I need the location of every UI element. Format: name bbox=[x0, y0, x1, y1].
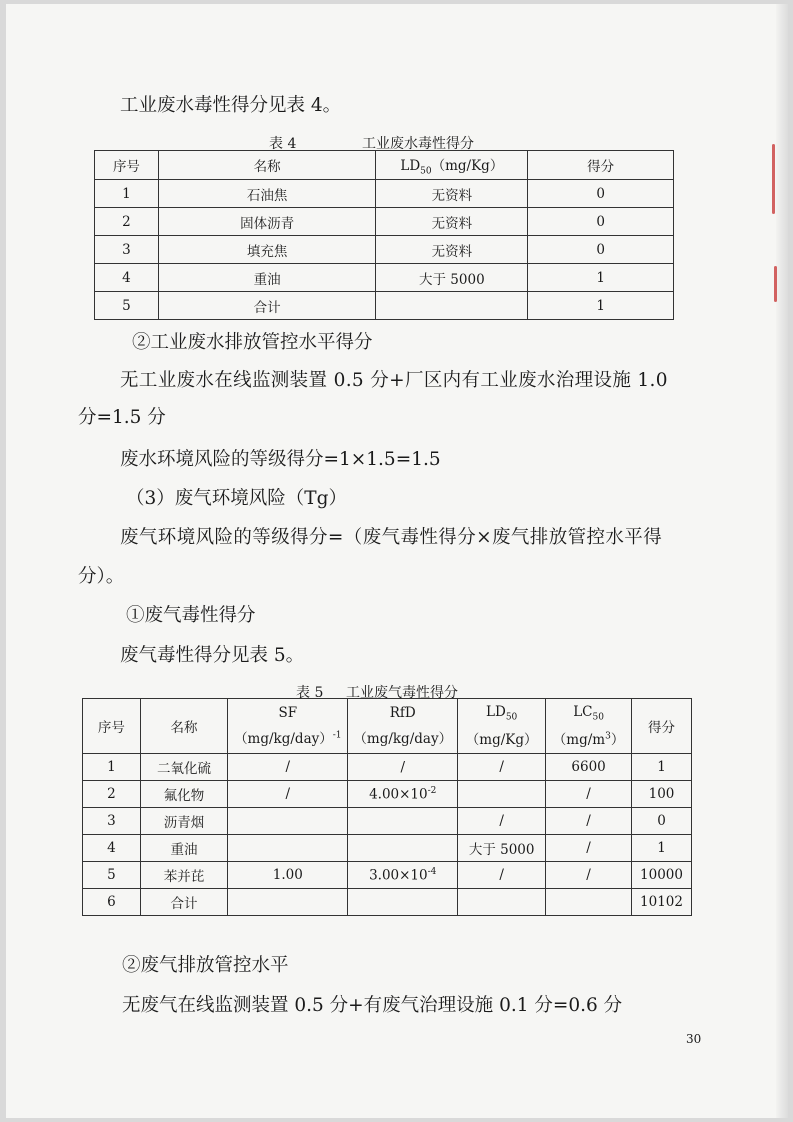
sf-unit-line bbox=[228, 727, 347, 747]
cell-sf: / bbox=[228, 781, 348, 808]
cell-score: 1 bbox=[528, 292, 674, 320]
cell-lc50 bbox=[546, 889, 632, 916]
cell-rfd bbox=[348, 835, 458, 862]
cell-ld50: 无资料 bbox=[376, 180, 528, 208]
cell-name: 填充焦 bbox=[158, 236, 376, 264]
paragraph-line: 无废气在线监测装置 0.5 分+有废气治理设施 0.1 分=0.6 分 bbox=[122, 995, 623, 1016]
paragraph-line: 废气环境风险的等级得分=（废气毒性得分×废气排放管控水平得 bbox=[120, 527, 663, 548]
cell-name: 二氧化硫 bbox=[140, 754, 228, 781]
rfd-label: RfD bbox=[389, 705, 416, 721]
rfd-exponent: -4 bbox=[427, 866, 437, 877]
cell-lc50: / bbox=[546, 781, 632, 808]
cell-sf bbox=[228, 835, 348, 862]
lc-unit-a: （mg/m bbox=[552, 732, 606, 749]
ld-label: LD bbox=[486, 703, 506, 720]
cell-lc50: / bbox=[546, 808, 632, 835]
ld50-label-line bbox=[458, 704, 545, 723]
cell-seq: 5 bbox=[95, 292, 159, 320]
cell-seq: 1 bbox=[95, 180, 159, 208]
table5-header-name: 名称 bbox=[140, 699, 228, 754]
table-row bbox=[95, 208, 674, 236]
cell-name: 石油焦 bbox=[158, 180, 376, 208]
cell-sf: / bbox=[228, 754, 348, 781]
lc-subscript: 50 bbox=[592, 712, 604, 723]
table-row bbox=[83, 889, 692, 916]
cell-name: 氟化物 bbox=[140, 781, 228, 808]
cell-sf: 1.00 bbox=[228, 862, 348, 889]
table5-header-sf bbox=[228, 699, 348, 754]
table-row bbox=[83, 781, 692, 808]
table4-caption-title: 工业废水毒性得分 bbox=[362, 136, 474, 152]
table5-header-lc50 bbox=[546, 699, 632, 754]
red-margin-mark bbox=[772, 144, 775, 214]
ld-subscript: 50 bbox=[505, 712, 518, 723]
cell-score: 10000 bbox=[632, 862, 692, 889]
cell-ld50: 大于 5000 bbox=[376, 264, 528, 292]
cell-ld50: 大于 5000 bbox=[458, 835, 546, 862]
cell-score: 0 bbox=[632, 808, 692, 835]
rfd-unit: （mg/kg/day） bbox=[353, 731, 453, 747]
intro-line: 工业废水毒性得分见表 4。 bbox=[120, 95, 342, 116]
table4-header-name: 名称 bbox=[158, 151, 376, 180]
table5-caption-number: 表 5 bbox=[296, 685, 324, 701]
sf-unit: （mg/kg/day） bbox=[234, 731, 333, 747]
cell-sf bbox=[228, 889, 348, 916]
table5-header-score: 得分 bbox=[632, 699, 692, 754]
cell-score: 100 bbox=[632, 781, 692, 808]
cell-name: 苯并芘 bbox=[140, 862, 228, 889]
table-row bbox=[83, 754, 692, 781]
cell-score: 1 bbox=[528, 264, 674, 292]
cell-seq: 6 bbox=[83, 889, 141, 916]
table5-header-rfd bbox=[348, 699, 458, 754]
cell-ld50: 无资料 bbox=[376, 208, 528, 236]
cell-lc50: / bbox=[546, 862, 632, 889]
lc-label: LC bbox=[573, 703, 593, 720]
table-row bbox=[83, 862, 692, 889]
cell-name: 合计 bbox=[158, 292, 376, 320]
ld-unit: （mg/Kg） bbox=[465, 732, 538, 749]
document-page bbox=[6, 4, 788, 1118]
cell-seq: 3 bbox=[95, 236, 159, 264]
cell-seq: 4 bbox=[95, 264, 159, 292]
sf-exponent: -1 bbox=[332, 730, 342, 741]
table-row bbox=[83, 835, 692, 862]
cell-lc50: 6600 bbox=[546, 754, 632, 781]
table5 bbox=[82, 698, 692, 916]
section-heading: （3）废气环境风险（Tg） bbox=[126, 488, 347, 509]
cell-name: 重油 bbox=[158, 264, 376, 292]
rfd-exponent: -2 bbox=[427, 785, 437, 796]
page-number: 30 bbox=[686, 1032, 702, 1046]
paragraph-line: 分）。 bbox=[78, 566, 125, 587]
cell-score: 1 bbox=[632, 754, 692, 781]
ld-subscript: 50 bbox=[420, 166, 432, 177]
cell-rfd bbox=[348, 889, 458, 916]
cell-seq: 3 bbox=[83, 808, 141, 835]
table4-caption-number: 表 4 bbox=[269, 136, 297, 152]
table-row bbox=[95, 180, 674, 208]
cell-seq: 2 bbox=[83, 781, 141, 808]
cell-score: 0 bbox=[528, 208, 674, 236]
cell-seq: 4 bbox=[83, 835, 141, 862]
cell-ld50 bbox=[376, 292, 528, 320]
table-row bbox=[95, 236, 674, 264]
cell-ld50: / bbox=[458, 754, 546, 781]
paragraph-line: 废气毒性得分见表 5。 bbox=[120, 645, 305, 666]
cell-ld50 bbox=[458, 889, 546, 916]
cell-name: 重油 bbox=[140, 835, 228, 862]
cell-name: 固体沥青 bbox=[158, 208, 376, 236]
paragraph-line: 废水环境风险的等级得分=1×1.5=1.5 bbox=[120, 449, 441, 470]
cell-lc50: / bbox=[546, 835, 632, 862]
lc-unit-b: ） bbox=[610, 732, 625, 749]
cell-name: 沥青烟 bbox=[140, 808, 228, 835]
table5-header-ld50 bbox=[458, 699, 546, 754]
rfd-value: / bbox=[400, 759, 406, 776]
section-heading: ②工业废水排放管控水平得分 bbox=[132, 332, 373, 353]
cell-name: 合计 bbox=[140, 889, 228, 916]
table5-header-seq: 序号 bbox=[83, 699, 141, 754]
binding-edge bbox=[776, 4, 788, 1118]
table4-header-row bbox=[95, 151, 674, 180]
table-row bbox=[83, 808, 692, 835]
cell-ld50 bbox=[458, 781, 546, 808]
cell-seq: 2 bbox=[95, 208, 159, 236]
rfd-value: 3.00×10 bbox=[369, 867, 428, 884]
cell-sf bbox=[228, 808, 348, 835]
section-heading: ①废气毒性得分 bbox=[126, 605, 256, 626]
paragraph-line: 无工业废水在线监测装置 0.5 分+厂区内有工业废水治理设施 1.0 bbox=[120, 370, 668, 391]
sf-label: SF bbox=[278, 705, 298, 721]
rfd-value: 4.00×10 bbox=[369, 786, 428, 803]
cell-score: 0 bbox=[528, 180, 674, 208]
cell-ld50: / bbox=[458, 808, 546, 835]
lc50-label-line bbox=[546, 704, 631, 723]
cell-ld50: / bbox=[458, 862, 546, 889]
cell-rfd bbox=[348, 781, 458, 808]
cell-score: 10102 bbox=[632, 889, 692, 916]
red-margin-mark bbox=[774, 266, 777, 302]
section-heading: ②废气排放管控水平 bbox=[122, 955, 289, 976]
lc-unit-sup: 3 bbox=[605, 731, 611, 742]
cell-ld50: 无资料 bbox=[376, 236, 528, 264]
ld-unit: （mg/Kg） bbox=[431, 157, 504, 174]
paragraph-line: 分=1.5 分 bbox=[78, 407, 166, 428]
lc-unit-line bbox=[546, 728, 631, 748]
table5-caption-title: 工业废气毒性得分 bbox=[346, 685, 458, 701]
ld-label: LD bbox=[400, 157, 421, 174]
cell-score: 0 bbox=[528, 236, 674, 264]
table4 bbox=[94, 150, 674, 320]
table-row bbox=[95, 264, 674, 292]
cell-rfd bbox=[348, 862, 458, 889]
cell-rfd bbox=[348, 754, 458, 781]
table4-header-score: 得分 bbox=[528, 151, 674, 180]
table4-header-seq: 序号 bbox=[95, 151, 159, 180]
table4-header-ld50 bbox=[376, 151, 528, 180]
cell-rfd bbox=[348, 808, 458, 835]
cell-score: 1 bbox=[632, 835, 692, 862]
cell-seq: 1 bbox=[83, 754, 141, 781]
table-row bbox=[95, 292, 674, 320]
table5-header-row bbox=[83, 699, 692, 754]
cell-seq: 5 bbox=[83, 862, 141, 889]
